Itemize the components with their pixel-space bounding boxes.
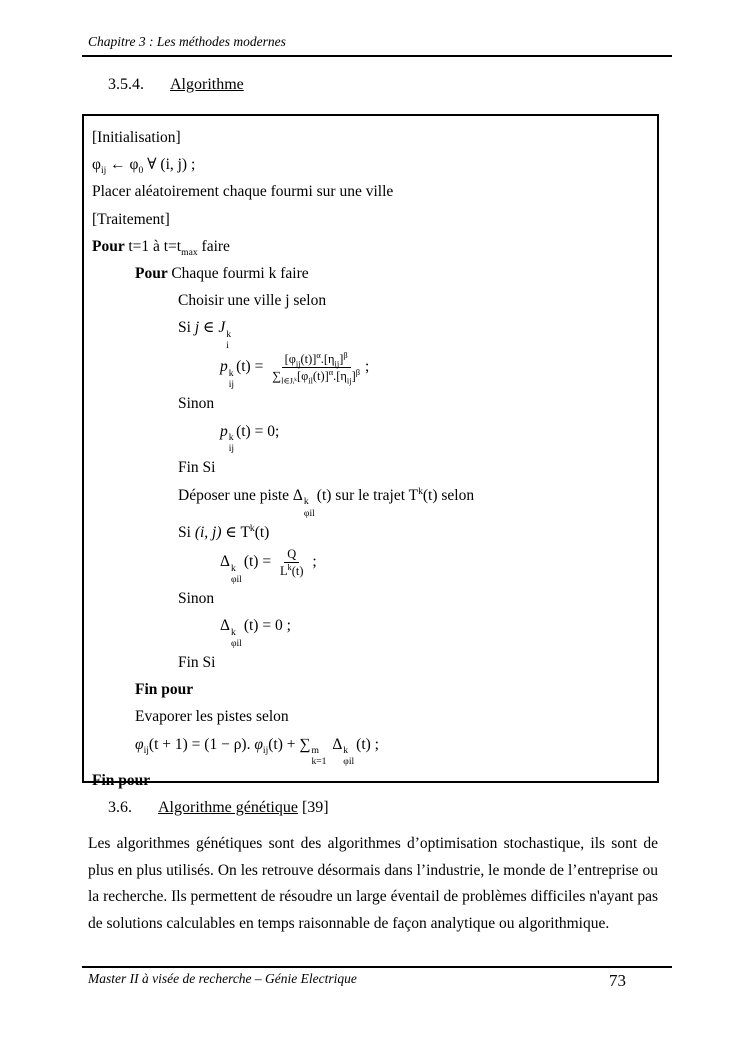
algorithm-line: Sinon bbox=[178, 589, 215, 607]
algorithm-line: Fin Si bbox=[178, 653, 216, 671]
algorithm-line: $\varphi_{ij}(t + 1) = (1 - \rho)$. $\varphi_{ij}(t)$ + ∑ m k=1 Δ k φil (t) ; bbox=[135, 735, 379, 768]
algorithm-line: Fin pour bbox=[92, 772, 151, 790]
algorithm-line: p k ij (t) = 0; bbox=[220, 422, 280, 455]
algorithm-line: Si j ∈ J k i bbox=[178, 319, 232, 352]
algorithm-line: Sinon bbox=[178, 395, 215, 413]
algorithm-line: Si (i, j) ∈ $T^k(t)$ bbox=[178, 522, 270, 541]
section-heading-354 bbox=[108, 76, 244, 94]
algorithm-line: Choisir une ville j selon bbox=[178, 292, 327, 310]
body-paragraph: Les algorithmes génétiques sont des algorithmes d’optimisation stochastique, ils sont de plus en plus utilisés. On les retrouve désormais dans l’industrie, le monde de l’entreprise ou la recherche. Ils permettent de résoudre un large éventail de problèmes difficiles n'ayant pas de solutions calculables en temps raisonnable de façon analytique ou algorithmique. bbox=[88, 835, 658, 932]
page-footer bbox=[82, 966, 672, 991]
section-title: Algorithme bbox=[170, 76, 244, 93]
algorithm-line: Fin Si bbox=[178, 459, 216, 477]
page-number: 73 bbox=[609, 971, 626, 990]
algorithm-line: Placer aléatoirement chaque fourmi sur une ville bbox=[92, 183, 394, 201]
algorithm-line: [Initialisation] bbox=[92, 129, 181, 146]
chapter-title: Chapitre 3 : Les méthodes modernes bbox=[88, 34, 286, 49]
section-number: 3.5.4. bbox=[108, 76, 144, 93]
section-number: 3.6. bbox=[108, 799, 132, 816]
algorithm-line: Fin pour bbox=[135, 681, 194, 699]
algorithm-line: Déposer une piste Δ k φil (t) sur le trajet $T^k(t)$ selon bbox=[178, 485, 475, 519]
running-header bbox=[82, 34, 672, 57]
algorithm-line: Δ k φil (t) = 0 ; bbox=[220, 617, 291, 649]
algorithm-line: p k ij (t) = $\frac{[\varphi_{ij}(t)]^\alpha.[\eta_{ij}]^\beta}{\sum_{l\in Jᵢᵏ}[\varphi_{il}(t)]^\alpha.[\eta_{ij}]^\beta}$ ; bbox=[220, 350, 370, 391]
algorithm-line: Evaporer les pistes selon bbox=[135, 708, 289, 726]
citation-ref: [39] bbox=[301, 799, 329, 816]
algorithm-line: $\varphi_{ij}$ ← $\varphi_0$ ∀ (i, j) ; bbox=[92, 156, 196, 177]
algorithm-line: Pour t=1 à $t=t_{max}$ faire bbox=[92, 237, 230, 258]
algorithm-line: Δ k φil (t) = $\frac{Q}{L^k(t)}$ ; bbox=[220, 546, 317, 585]
footer-text: Master II à visée de recherche – Génie Electrique bbox=[88, 971, 357, 986]
algorithm-line: [Traitement] bbox=[92, 210, 170, 228]
algorithm-line: Pour Chaque fourmi k faire bbox=[135, 265, 309, 283]
section-heading-36 bbox=[108, 799, 329, 817]
section-title: Algorithme génétique bbox=[158, 799, 298, 816]
algorithm-box bbox=[82, 114, 659, 790]
